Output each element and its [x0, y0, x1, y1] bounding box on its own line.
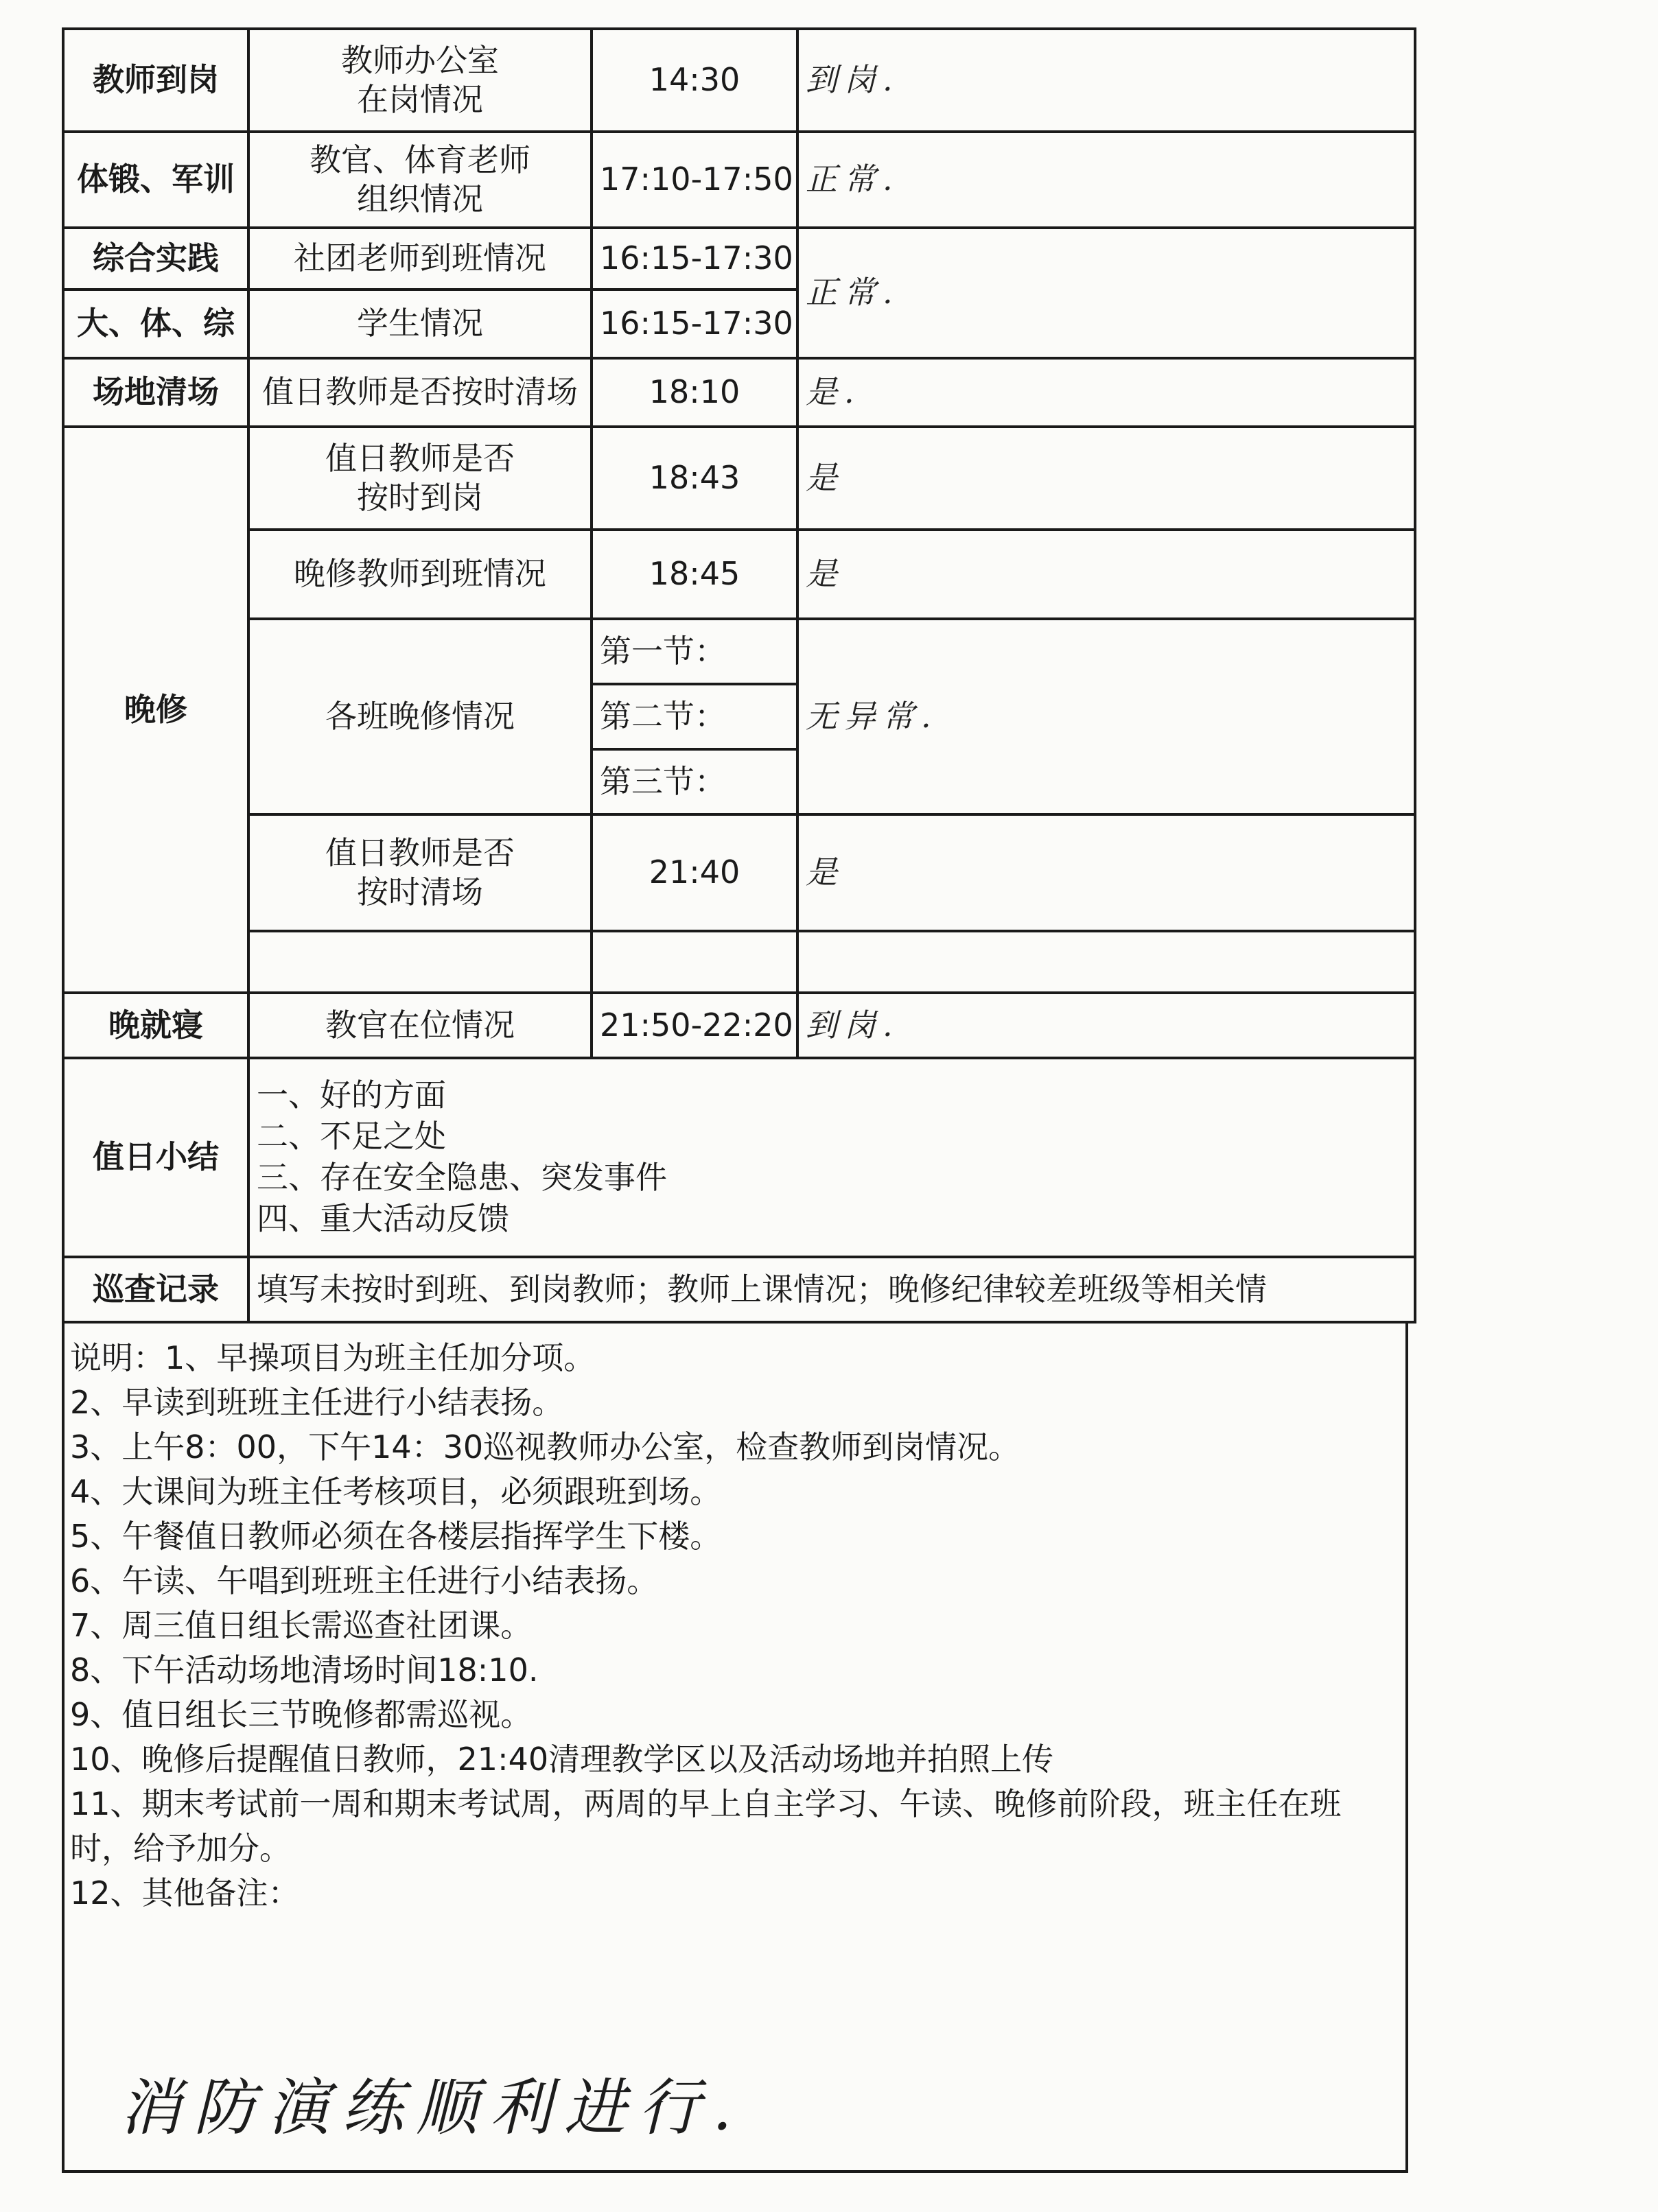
row-record	[63, 1257, 1415, 1322]
row-exercise	[63, 132, 1415, 228]
time-value: 17:10-17:50	[592, 132, 797, 228]
handwritten-result: 是	[797, 530, 1415, 619]
item-label: 值日教师是否 按时清场	[248, 814, 592, 931]
period-label: 第一节：	[592, 619, 797, 684]
handwritten-result: 正常.	[797, 228, 1415, 358]
period-label: 第三节：	[592, 749, 797, 814]
summary-line: 四、重大活动反馈	[257, 1199, 509, 1237]
time-value: 16:15-17:30	[592, 290, 797, 358]
category-label: 体锻、军训	[63, 132, 248, 228]
item-label: 值日教师是否 按时到岗	[248, 427, 592, 530]
time-value: 21:50-22:20	[592, 993, 797, 1058]
item-label: 值日教师是否按时清场	[248, 358, 592, 427]
category-label: 大、体、综	[63, 290, 248, 358]
item-label: 学生情况	[248, 290, 592, 358]
time-value: 18:43	[592, 427, 797, 530]
note-line: 说明：1、早操项目为班主任加分项。	[70, 1339, 596, 1376]
handwritten-result: 是	[797, 427, 1415, 530]
time-value: 16:15-17:30	[592, 228, 797, 290]
category-label: 巡查记录	[63, 1257, 248, 1322]
handwritten-result: 无异常.	[797, 619, 1415, 814]
row-practice	[63, 228, 1415, 290]
time-value: 18:10	[592, 358, 797, 427]
duty-sheet	[62, 27, 1414, 2144]
row-evening-period-1	[63, 619, 1415, 684]
empty-cell	[797, 931, 1415, 993]
period-label: 第二节：	[592, 684, 797, 749]
category-label: 场地清场	[63, 358, 248, 427]
note-line: 3、上午8：00，下午14：30巡视教师办公室，检查教师到岗情况。	[70, 1428, 1020, 1466]
note-line: 7、周三值日组长需巡查社团课。	[70, 1607, 533, 1644]
row-evening-spacer	[63, 931, 1415, 993]
category-label: 晚就寝	[63, 993, 248, 1058]
item-label: 教官、体育老师 组织情况	[248, 132, 592, 228]
duty-table	[62, 27, 1416, 1323]
note-line: 12、其他备注：	[70, 1874, 300, 1911]
row-bedtime	[63, 993, 1415, 1058]
item-label: 教官在位情况	[248, 993, 592, 1058]
category-label: 教师到岗	[63, 29, 248, 132]
note-line: 8、下午活动场地清场时间18:10.	[70, 1651, 539, 1689]
handwritten-result: 是	[797, 814, 1415, 931]
note-line: 6、午读、午唱到班班主任进行小结表扬。	[70, 1562, 659, 1599]
record-text: 填写未按时到班、到岗教师；教师上课情况；晚修纪律较差班级等相关情	[248, 1257, 1415, 1322]
note-line: 9、值日组长三节晚修都需巡视。	[70, 1696, 533, 1733]
handwritten-result: 正常.	[797, 132, 1415, 228]
summary-line: 二、不足之处	[257, 1118, 446, 1155]
row-evening-on-time	[63, 427, 1415, 530]
time-value: 14:30	[592, 29, 797, 132]
time-value: 21:40	[592, 814, 797, 931]
handwritten-result: 到岗.	[797, 29, 1415, 132]
note-line: 10、晚修后提醒值日教师，21:40清理教学区以及活动场地并拍照上传	[70, 1741, 1054, 1778]
row-summary	[63, 1058, 1415, 1257]
summary-lines	[248, 1058, 1415, 1257]
time-value: 18:45	[592, 530, 797, 619]
row-evening-clear	[63, 814, 1415, 931]
handwritten-result: 是.	[797, 358, 1415, 427]
summary-line: 一、好的方面	[257, 1076, 446, 1114]
note-line: 4、大课间为班主任考核项目，必须跟班到场。	[70, 1473, 722, 1510]
item-label: 社团老师到班情况	[248, 228, 592, 290]
handwritten-result: 到岗.	[797, 993, 1415, 1058]
handwritten-remark: 消防演练顺利进行.	[119, 2072, 745, 2144]
category-label: 值日小结	[63, 1058, 248, 1257]
row-field-clear	[63, 358, 1415, 427]
summary-line: 三、存在安全隐患、突发事件	[257, 1159, 667, 1196]
item-label: 教师办公室 在岗情况	[248, 29, 592, 132]
empty-cell	[592, 931, 797, 993]
note-line: 5、午餐值日教师必须在各楼层指挥学生下楼。	[70, 1518, 722, 1555]
item-label: 晚修教师到班情况	[248, 530, 592, 619]
row-evening-teacher-arrival	[63, 530, 1415, 619]
item-label: 各班晚修情况	[248, 619, 592, 814]
empty-cell	[248, 931, 592, 993]
notes-box	[62, 1323, 1408, 2173]
category-label: 综合实践	[63, 228, 248, 290]
note-line: 2、早读到班班主任进行小结表扬。	[70, 1384, 564, 1421]
note-line: 11、期末考试前一周和期末考试周，两周的早上自主学习、午读、晚修前阶段，班主任在班时，给予加分。	[70, 1785, 1342, 1867]
category-label: 晚修	[63, 427, 248, 993]
row-teacher-post	[63, 29, 1415, 132]
